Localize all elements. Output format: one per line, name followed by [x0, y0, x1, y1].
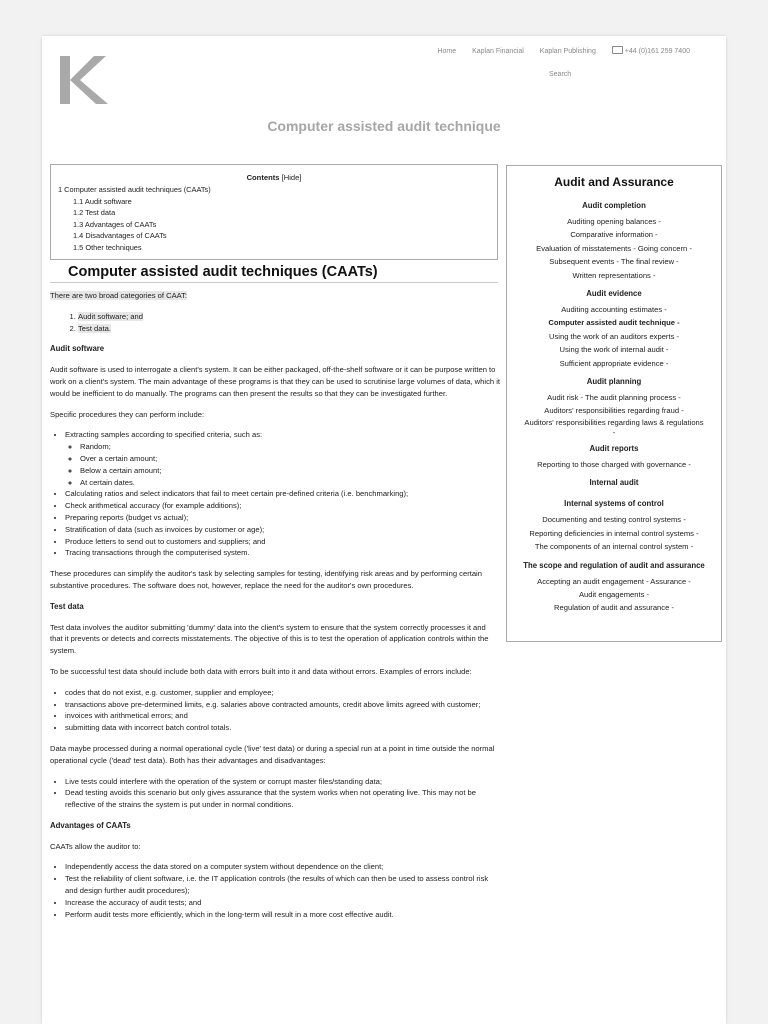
intro-text: There are two broad categories of CAAT:: [50, 291, 188, 300]
list-item: 2. Test data.: [78, 323, 500, 335]
list-item: • Extracting samples according to specified criteria, such as: ◦ Random; ◦ Over a certain amount; ◦ Below a certain amount; ◦ At certain dates.: [65, 429, 500, 488]
sidebar-link[interactable]: Regulation of audit and assurance -: [554, 603, 674, 613]
sidebar-section-heading[interactable]: Internal audit: [589, 478, 639, 488]
sidebar-link[interactable]: -: [612, 427, 616, 437]
list-item: • Tracing transactions through the computerised system.: [65, 547, 500, 559]
toc-item[interactable]: 1.1 Audit software: [73, 196, 132, 206]
nav-home-link[interactable]: Home: [437, 48, 457, 55]
live-dead-list: [50, 776, 500, 811]
search-link[interactable]: Search: [549, 71, 572, 78]
list-item: • Preparing reports (budget vs actual);: [65, 512, 500, 524]
sidebar-section-heading[interactable]: Internal systems of control: [564, 499, 664, 509]
sidebar-link[interactable]: Sufficient appropriate evidence -: [559, 358, 669, 368]
advantages-list: [50, 861, 500, 920]
list-item: • codes that do not exist, e.g. customer, supplier and employee;: [65, 687, 500, 699]
paragraph: Test data involves the auditor submitting 'dummy' data into the client's system to ensure that the system correctly processes it and that it prevents or detects and corrects misstatements. The objective of this is to test the operation of application controls within the system.: [50, 622, 489, 656]
list-item: • Stratification of data (such as invoices by customer or age);: [65, 524, 500, 536]
sidebar-section-heading[interactable]: Audit reports: [589, 443, 639, 453]
audit-software-heading: Audit software: [50, 344, 105, 354]
sidebar-link[interactable]: Reporting deficiencies in internal control systems -: [529, 528, 699, 538]
sidebar-link[interactable]: Using the work of an auditors experts -: [549, 331, 679, 341]
sidebar-link[interactable]: Documenting and testing control systems -: [542, 515, 686, 525]
list-item: • Dead testing avoids this scenario but only gives assurance that the system works when not operating live. This may not be reflective of the strains the system is put under in normal conditions.: [65, 787, 500, 811]
sidebar-section-heading[interactable]: The scope and regulation of audit and assurance: [523, 560, 705, 570]
sidebar-link-current[interactable]: Computer assisted audit technique -: [548, 318, 680, 328]
sidebar-link[interactable]: Audit risk - The audit planning process -: [547, 393, 681, 403]
test-data-heading: Test data: [50, 601, 84, 611]
list-item: • Perform audit tests more efficiently, which in the long-term will result in a more cost effective audit.: [65, 909, 500, 921]
criteria-sublist: [65, 441, 500, 488]
list-item: • transactions above pre-determined limits, e.g. salaries above contracted amounts, credit above limits agreed with customer;: [65, 699, 500, 711]
paragraph: CAATs allow the auditor to:: [50, 841, 141, 851]
sidebar-link[interactable]: Evaluation of misstatements - Going concern -: [536, 243, 692, 253]
list-item: ◦ At certain dates.: [80, 477, 500, 489]
list-item: ◦ Over a certain amount;: [80, 453, 500, 465]
article-body: [50, 290, 500, 929]
table-of-contents: [50, 164, 498, 260]
paragraph: Audit software is used to interrogate a client's system. It can be either packaged, off-the-shelf software or it can be purpose written to work on a client's system. The main advantage of these programs is that they can be used to scrutinise large volumes of data, which it would be inefficient to do manually. The programs can then present the results so that they can be investigated further.: [50, 365, 500, 398]
sidebar-link[interactable]: Auditing opening balances -: [567, 217, 661, 226]
list-item: • Test the reliability of client software, i.e. the IT application controls (the results of which can then be used to assess control risk and design further audit procedures);: [65, 873, 500, 897]
list-item: • Increase the accuracy of audit tests; and: [65, 897, 500, 909]
list-item: • Check arithmetical accuracy (for example additions);: [65, 500, 500, 512]
list-item: ◦ Random;: [80, 441, 500, 453]
heading-divider: [50, 282, 498, 283]
caat-categories-list: [50, 311, 500, 335]
sidebar-link[interactable]: Auditing accounting estimates -: [561, 305, 667, 315]
sidebar-section-heading[interactable]: Audit completion: [582, 201, 646, 210]
page-title: Computer assisted audit technique: [267, 118, 501, 134]
list-item: • Produce letters to send out to customers and suppliers; and: [65, 536, 500, 548]
nav-kaplan-financial-link[interactable]: Kaplan Financial: [472, 48, 524, 55]
list-item: 1. Audit software; and: [78, 311, 500, 323]
toc-item[interactable]: 1 Computer assisted audit techniques (CAATs): [58, 185, 211, 194]
toc-item[interactable]: 1.3 Advantages of CAATs: [73, 219, 157, 229]
procedures-list: [50, 429, 500, 559]
sidebar-audit-assurance: [506, 165, 722, 642]
toc-title: Contents [Hide]: [246, 173, 302, 182]
paragraph: Specific procedures they can perform include:: [50, 409, 205, 419]
sidebar-link[interactable]: Reporting to those charged with governance -: [537, 459, 691, 469]
sidebar-link[interactable]: Comparative information -: [570, 230, 658, 240]
list-item: • Independently access the data stored on a computer system without dependence on the client;: [65, 861, 500, 873]
toc-item[interactable]: 1.2 Test data: [73, 208, 116, 217]
sidebar-link[interactable]: The components of an internal control system -: [534, 542, 694, 552]
article-heading: Computer assisted audit techniques (CAATs): [68, 264, 378, 280]
sidebar-link[interactable]: Audit engagements -: [578, 589, 650, 599]
list-item: ◦ Below a certain amount;: [80, 465, 500, 477]
list-item: • invoices with arithmetical errors; and: [65, 710, 500, 722]
sidebar-link[interactable]: Auditors' responsibilities regarding fraud -: [544, 406, 684, 416]
advantages-heading: Advantages of CAATs: [50, 820, 131, 830]
page: [42, 36, 726, 1024]
sidebar-title: Audit and Assurance: [554, 175, 674, 189]
toc-item[interactable]: 1.5 Other techniques: [73, 242, 142, 252]
list-item: • Live tests could interfere with the operation of the system or corrupt master files/standing data;: [65, 776, 500, 788]
sidebar-link[interactable]: Written representations -: [572, 270, 656, 280]
paragraph: Data maybe processed during a normal operational cycle ('live' test data) or during a special run at a point in time outside the normal operational cycle ('dead' test data). Both has their advantages and disadvantages:: [50, 743, 495, 765]
paragraph: To be successful test data should include both data with errors built into it and data without errors. Examples of errors include:: [50, 666, 472, 676]
top-navigation: [423, 46, 690, 55]
list-item: • Calculating ratios and select indicators that fail to meet certain pre-defined criteria (i.e. benchmarking);: [65, 488, 500, 500]
sidebar-section-heading[interactable]: Audit planning: [586, 377, 642, 387]
toc-hide-link[interactable]: [Hide]: [281, 173, 302, 182]
phone-icon: [612, 46, 623, 54]
sidebar-link[interactable]: Accepting an audit engagement - Assurance -: [537, 576, 691, 586]
sidebar-link[interactable]: Subsequent events - The final review -: [549, 257, 679, 267]
sidebar-link[interactable]: Auditors' responsibilities regarding laws & regulations: [524, 417, 704, 427]
sidebar-section-heading[interactable]: Audit evidence: [586, 289, 642, 299]
nav-phone-link[interactable]: +44 (0)161 259 7400: [624, 48, 690, 55]
errors-list: [50, 687, 500, 734]
toc-item[interactable]: 1.4 Disadvantages of CAATs: [73, 231, 167, 240]
paragraph: These procedures can simplify the auditor's task by selecting samples for testing, identifying risk areas and by performing certain substantive procedures. The software does not, however, replace the need for the auditor's own procedures.: [50, 569, 482, 590]
nav-kaplan-publishing-link[interactable]: Kaplan Publishing: [539, 48, 596, 55]
sidebar-link[interactable]: Using the work of internal audit -: [559, 345, 669, 355]
kaplan-logo[interactable]: [60, 56, 110, 104]
list-item: • submitting data with incorrect batch control totals.: [65, 722, 500, 734]
